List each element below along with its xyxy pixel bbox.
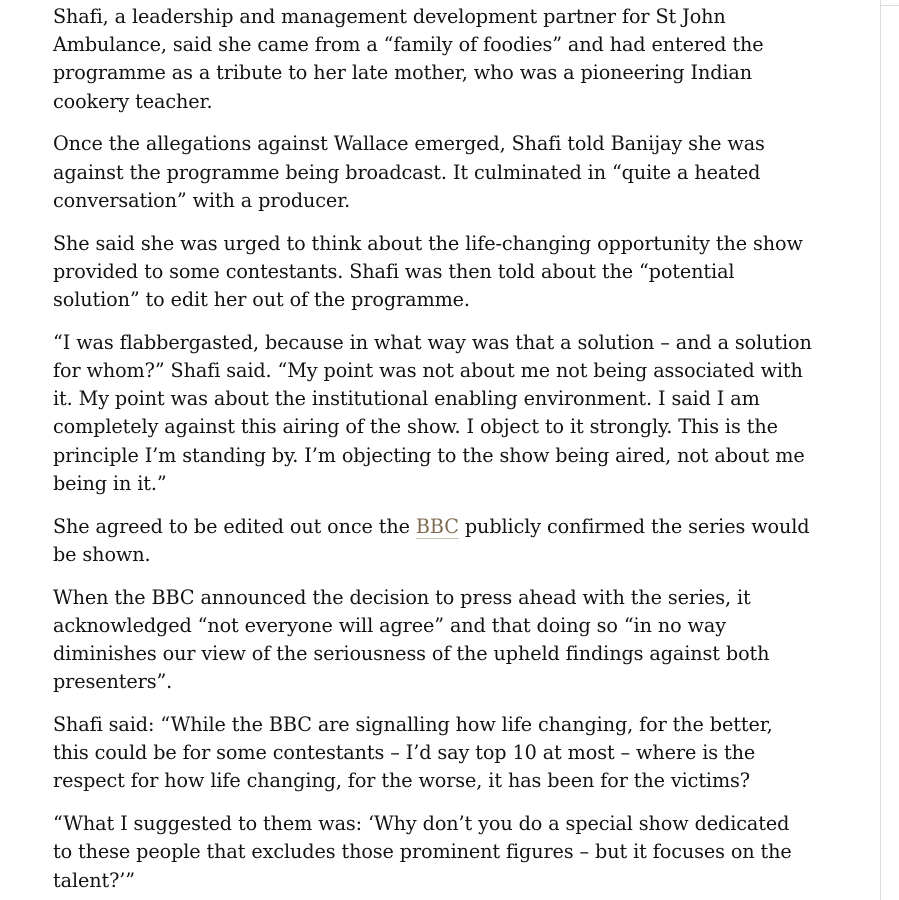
article-paragraph-4: “I was flabbergasted, because in what way was that a solution – and a solution for whom?” Shafi said. “My point was not about me not being associated with it. My point was about the institutional enabling environment. I said I am completely against this airing of the show. I object to it strongly. This is the principle I’m standing by. I’m objecting to the show being aired, not about me being in it.” (53, 330, 812, 495)
article-paragraph-1: Shafi, a leadership and management development partner for St John Ambulance, said she came from a “family of foodies” and had entered the programme as a tribute to her late mother, who was a pioneering Indian cookery teacher. (53, 5, 764, 113)
bbc-link[interactable]: BBC (415, 514, 459, 538)
article-paragraph-8: “What I suggested to them was: ‘Why don’t you do a special show dedicated to these people that excludes those prominent figures – but it focuses on the talent?’” (53, 812, 792, 892)
article-paragraph-6: When the BBC announced the decision to press ahead with the series, it acknowledged “not everyone will agree” and that doing so “in no way diminishes our view of the seriousness of the upheld findings against both presenters”. (53, 585, 770, 694)
article-paragraph-3: She said she was urged to think about the life-changing opportunity the show provided to some contestants. Shafi was then told about the “potential solution” to edit her out of the programme. (53, 231, 803, 312)
article-paragraph-5 (53, 513, 813, 569)
paragraph-text-before-link: She agreed to be edited out once the (53, 514, 416, 538)
paragraph-text-after-link: publicly confirmed the series would be shown. (53, 514, 810, 566)
right-divider (880, 0, 881, 900)
article-paragraph-2: Once the allegations against Wallace emerged, Shafi told Banijay she was against the programme being broadcast. It culminated in “quite a heated conversation” with a producer. (53, 132, 765, 212)
article-paragraph-7: Shafi said: “While the BBC are signalling how life changing, for the better, this could be for some contestants – I’d say top 10 at most – where is the respect for how life changing, for the worse, it has been for the victims? (53, 713, 773, 793)
top-divider (880, 5, 899, 6)
article-body (53, 3, 813, 900)
